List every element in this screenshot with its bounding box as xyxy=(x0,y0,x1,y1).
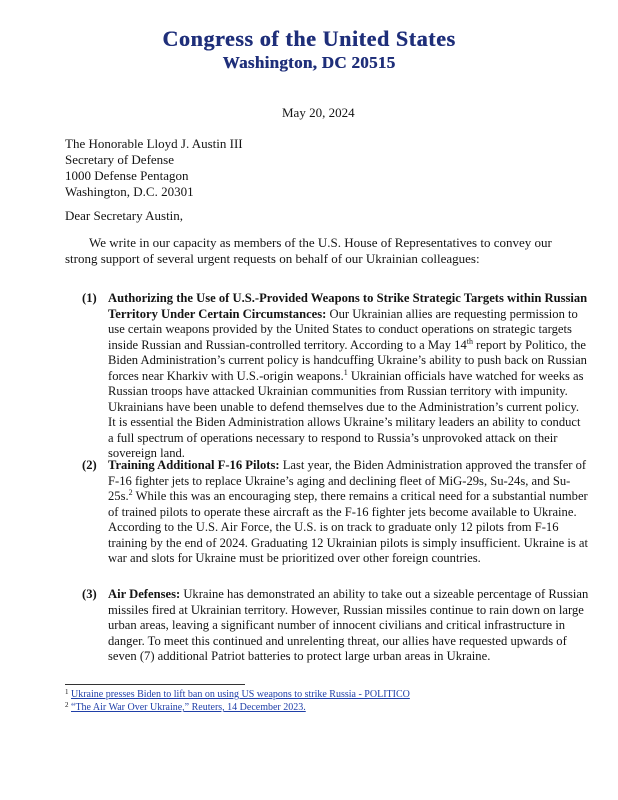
item-number: (1) xyxy=(82,291,97,305)
letterhead-title: Congress of the United States xyxy=(162,26,456,51)
item-body xyxy=(108,458,589,567)
item-text: Last year, the Biden Administration approved the transfer of F-16 fighter jets to replace Ukraine’s aging and declining fleet of MiG-29s, Su-24s, and Su-25s. xyxy=(108,458,587,503)
footnote-ref-1[interactable]: 1 xyxy=(343,367,348,377)
item-heading: Training Additional F-16 Pilots: xyxy=(108,458,280,472)
footnote-2 xyxy=(65,702,306,714)
item-text: Our Ukrainian allies are requesting permission to use certain weapons provided by the United States to conduct operations on strategic targets inside Russian and Russian-controlled territory. According to a May 14 xyxy=(108,306,578,352)
recipient-address xyxy=(65,136,243,200)
recipient-city: Washington, D.C. 20301 xyxy=(65,184,194,199)
footnote-divider xyxy=(65,684,245,685)
ordinal-suffix: th xyxy=(466,336,473,346)
item-body xyxy=(108,587,589,665)
item-number: (3) xyxy=(82,587,97,601)
footnote-1 xyxy=(65,689,410,701)
item-text: Ukraine has demonstrated an ability to take out a sizeable percentage of Russian missiles fired at Ukrainian territory. However, Russian missiles continue to rain down on large urban areas, leaving a significant number of innocent civilians and critical infrastructure in danger. To meet this continued and unrelenting threat, our allies have requested upwards of seven (7) additional Patriot batteries to protect large urban areas in Ukraine. xyxy=(108,587,589,663)
item-heading: Air Defenses: xyxy=(108,587,181,601)
footnote-number: 1 xyxy=(65,688,69,696)
item-text: While this was an encouraging step, there remains a critical need for a substantial number of trained pilots to operate these aircraft as the F-16 fighter jets become available to Ukraine. According to the U.S. Air Force, the U.S. is on track to graduate only 12 pilots from F-16 training by the end of 2024. Graduating 12 Ukrainian pilots is simply insufficient. Ukraine is at war and slots for Ukraine must be prioritized over other foreign countries. xyxy=(108,489,588,565)
footnote-number: 2 xyxy=(65,701,69,709)
salutation: Dear Secretary Austin, xyxy=(65,208,184,223)
recipient-title: Secretary of Defense xyxy=(65,152,174,167)
item-heading: Authorizing the Use of U.S.-Provided Weapons to Strike Strategic Targets within Russian Territory Under Certain Circumstances: xyxy=(108,291,588,321)
intro-paragraph: We write in our capacity as members of the U.S. House of Representatives to convey our strong support of several urgent requests on behalf of our Ukrainian colleagues: xyxy=(65,235,552,266)
request-item-1 xyxy=(84,291,589,462)
footnote-link-1[interactable]: Ukraine presses Biden to lift ban on using US weapons to strike Russia - POLITICO xyxy=(71,689,410,700)
request-item-3 xyxy=(84,587,589,665)
footnote-ref-2[interactable]: 2 xyxy=(128,488,133,497)
recipient-name: The Honorable Lloyd J. Austin III xyxy=(65,136,243,151)
recipient-street: 1000 Defense Pentagon xyxy=(65,168,189,183)
letter-date: May 20, 2024 xyxy=(282,105,355,120)
item-text: Ukrainian officials have watched for weeks as Russian troops have attacked Ukrainian communities from Russian territory with impunity. Ukrainians have been unable to defend themselves due to the Administration’s current policy. It is essential the Biden Administration allows Ukraine’s military leaders an ability to conduct a full spectrum of operations necessary to respond to Russia’s unprovoked attack on their sovereign land. xyxy=(108,368,584,460)
item-body xyxy=(108,291,589,462)
footnote-link-2[interactable]: “The Air War Over Ukraine,” Reuters, 14 December 2023. xyxy=(71,702,306,713)
item-number: (2) xyxy=(82,458,97,472)
item-text: report by Politico, the Biden Administration’s current policy is handcuffing Ukraine’s ability to push back on Russian forces near Kharkiv with U.S.-origin weapons. xyxy=(108,337,587,383)
request-item-2 xyxy=(84,458,589,567)
letterhead-location: Washington, DC 20515 xyxy=(222,53,396,72)
